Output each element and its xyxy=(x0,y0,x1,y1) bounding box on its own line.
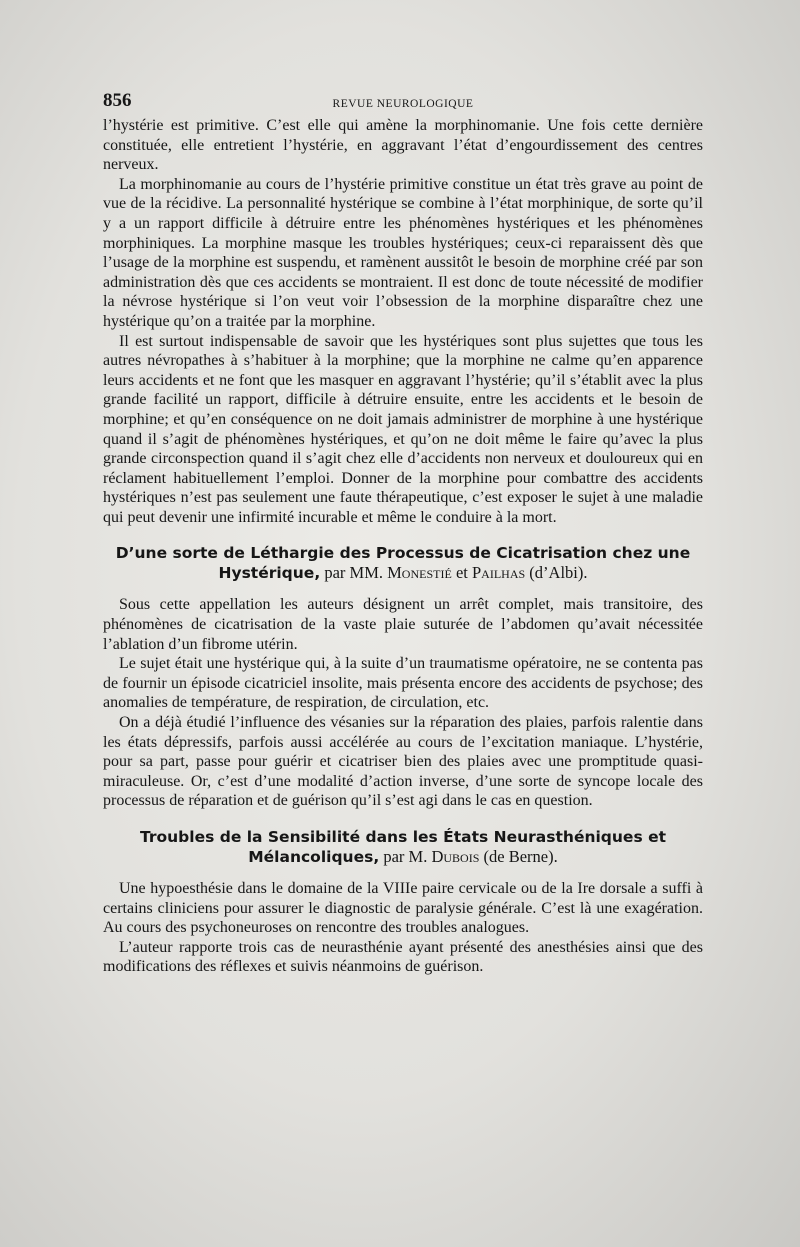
author-place: (d’Albi). xyxy=(529,563,588,583)
paragraph: On a déjà étudié l’influence des vésanies sur la réparation des plaies, parfois ralentie dans les états dépressifs, parfois aussi accélérée au cours de l’excitation maniaque. L’hystérie, pour sa part, passe pour guérir et cicatriser bien des plaies avec une promptitude quasi-miraculeuse. Or, c’est d’une modalité d’action inverse, d’une sorte de syncope locale des processus de réparation et de guérison qu’il s’est agi dans le cas en question. xyxy=(103,714,703,810)
section-heading xyxy=(103,543,703,583)
byline-conjunction: et xyxy=(455,563,468,583)
author-name: Monestié xyxy=(387,563,452,583)
page-number: 856 xyxy=(103,90,132,111)
page-header xyxy=(103,90,703,116)
section-title: D’une sorte de Léthargie des Processus de Cicatrisation chez une Hystérique, xyxy=(115,544,691,583)
paragraph: La morphinomanie au cours de l’hystérie primitive constitue un état très grave au point de vue de la récidive. La personnalité hystérique se combine à l’état morphinique, de sorte qu’il y a un rapport difficile à détruire entre les phénomènes hystériques et les phénomènes morphiniques. La morphine masque les troubles hystériques; ceux-ci reparaissent dès que l’usage de la morphine est suspendu, et ramènent aussitôt le besoin de morphine créé par son administration dès que ces accidents se montraient. Il est donc de toute nécessité de modifier la névrose hystérique si l’on veut voir l’obsession de la morphine disparaître chez une hystérique qu’on a traitée par la morphine. xyxy=(103,175,703,330)
author-name: Dubois xyxy=(431,847,480,866)
paragraph: l’hystérie est primitive. C’est elle qui amène la morphinomanie. Une fois cette dernière constituée, elle entretient l’hystérie, en aggravant l’état d’engourdissement des centres nerveux. xyxy=(103,117,703,174)
author-name: Pailhas xyxy=(471,563,526,583)
paragraph: Il est surtout indispensable de savoir que les hystériques sont plus sujettes que tous les autres névropathes à s’habituer à la morphine; que la morphine ne calme qu’en apparence leurs accidents et ne font que les masquer en aggravant l’hystérie; qu’il s’établit avec la plus grande facilité un rapport, difficile à détruire ensuite, entre les accidents et le besoin de morphine; et qu’en conséquence on ne doit jamais administrer de morphine à une hystérique quand il s’agit de phénomènes hystériques, et qu’on ne doit même le faire qu’avec la plus grande circonspection quand il s’agit chez elle d’accidents non nerveux et douloureux qui en réclament habituellement l’emploi. Donner de la morphine pour combattre des accidents hystériques n’est pas seulement une faute thérapeutique, c’est exposer le sujet à une maladie qui peut devenir une infirmité incurable et même le conduire à la mort. xyxy=(103,332,703,526)
byline-prefix: par M. xyxy=(383,847,428,866)
paragraph: Une hypoesthésie dans le domaine de la VIIIe paire cervicale ou de la Ire dorsale a suffi à certains cliniciens pour assurer le diagnostic de paralysie générale. C’est là une exagération. Au cours des psychoneuroses on rencontre des troubles analogues. xyxy=(103,880,703,937)
author-place: (de Berne). xyxy=(483,847,558,866)
section-title: Troubles de la Sensibilité dans les États Neurasthéniques et Mélancoliques, xyxy=(139,828,666,866)
byline-prefix: par MM. xyxy=(324,563,384,583)
journal-page xyxy=(103,90,703,977)
paragraph: Sous cette appellation les auteurs désignent un arrêt complet, mais transitoire, des phénomènes de cicatrisation de la vaste plaie suturée de l’abdomen qu’avait nécessitée l’ablation d’un fibrome utérin. xyxy=(103,596,703,653)
paragraph: Le sujet était une hystérique qui, à la suite d’un traumatisme opératoire, ne se contenta pas de fournir un épisode cicatriciel insolite, mais présenta encore des accidents de psychose; des anomalies de température, de respiration, de circulation, etc. xyxy=(103,655,703,712)
article-body xyxy=(103,116,703,977)
section-heading xyxy=(103,827,703,867)
running-head: REVUE NEUROLOGIQUE xyxy=(332,98,474,110)
paragraph: L’auteur rapporte trois cas de neurasthénie ayant présenté des anesthésies ainsi que des modifications des réflexes et suivis néanmoins de guérison. xyxy=(103,938,703,976)
